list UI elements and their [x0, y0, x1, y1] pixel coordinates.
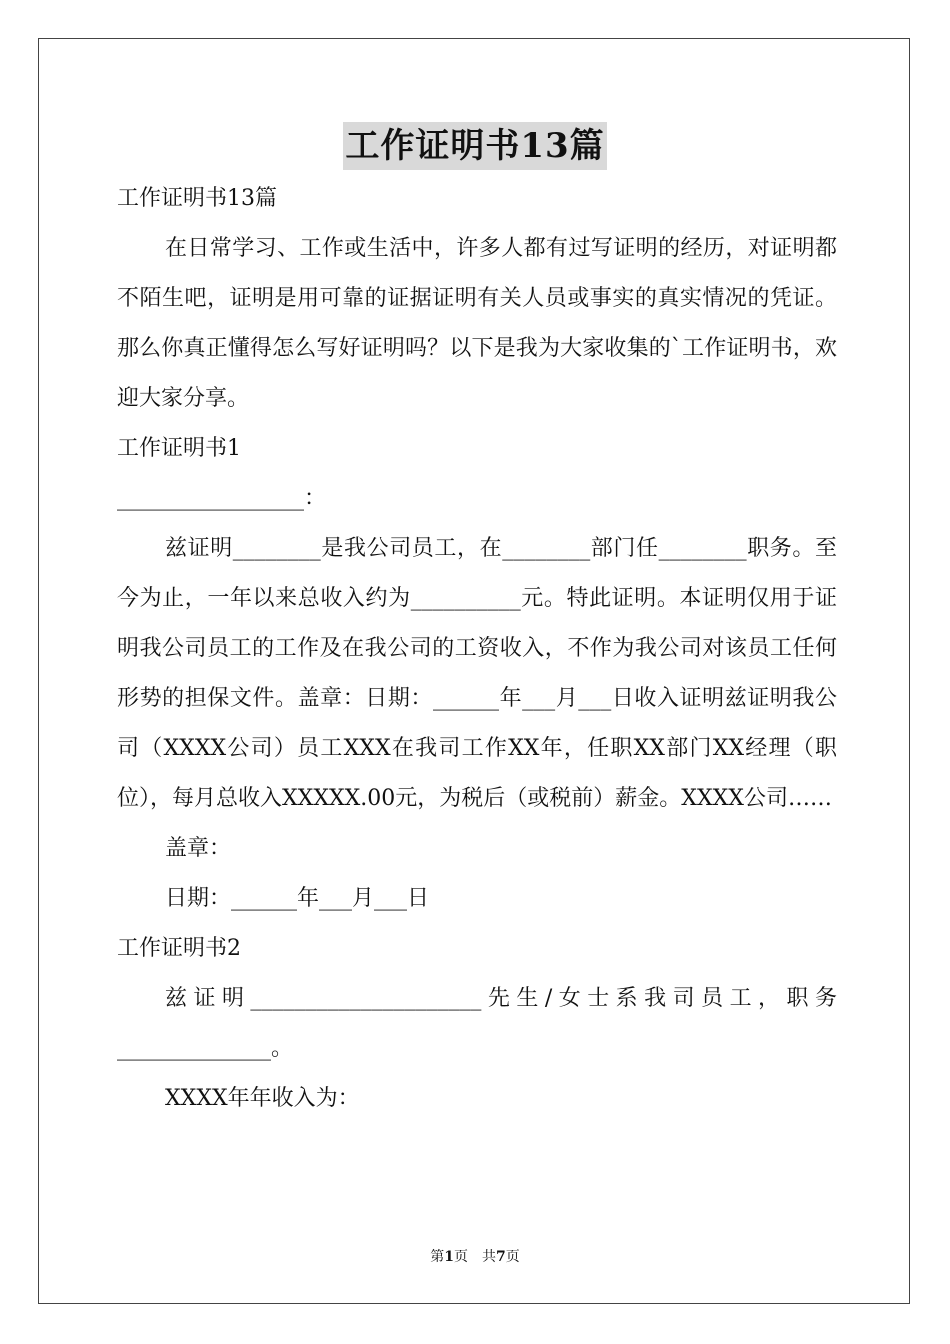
- paragraph-1: 在日常学习、工作或生活中，许多人都有过写证明的经历，对证明都不陌生吧，证明是用可靠的证据证明有关人员或事实的真实情况的凭证。那么你真正懂得怎么写好证明吗？以下是我为大家收集的`工作证明书，欢迎大家分享。: [117, 236, 837, 411]
- title-wrap: [0, 122, 950, 170]
- footer-suffix: 页: [505, 1249, 520, 1265]
- page-title: 工作证明书13篇: [343, 122, 606, 170]
- document-body: [117, 174, 837, 1124]
- paragraph-9: XXXX年年收入为：: [165, 1086, 360, 1111]
- paragraph-7: 工作证明书2: [117, 936, 241, 961]
- footer-page-num: 1: [444, 1249, 454, 1265]
- paragraph-0: 工作证明书13篇: [117, 186, 277, 211]
- paragraph-6: 日期：______年___月___日: [165, 886, 430, 911]
- paragraph-5: 盖章：: [165, 836, 232, 861]
- page-footer: [0, 1246, 950, 1266]
- footer-prefix: 第: [430, 1249, 445, 1265]
- paragraph-3: _________________：: [117, 486, 327, 511]
- paragraph-4: 兹证明________是我公司员工，在________部门任________职务。至今为止，一年以来总收入约为__________元。特此证明。本证明仅用于证明我公司员工的工作及在我公司的工资收入，不作为我公司对该员工任何形势的担保文件。盖章：日期：______年___月___日收入证明兹证明我公司（XXXX公司）员工XXX在我司工作XX年，任职XX部门XX经理（职位），每月总收入XXXXX.00元，为税后（或税前）薪金。XXXX公司……: [117, 536, 837, 811]
- paragraph-2: 工作证明书1: [117, 436, 241, 461]
- paragraph-8: 兹证明_____________________先生/女士系我司员工，职务______________。: [117, 986, 837, 1061]
- footer-page-total: 7: [496, 1249, 506, 1265]
- footer-mid: 页 共: [454, 1249, 496, 1265]
